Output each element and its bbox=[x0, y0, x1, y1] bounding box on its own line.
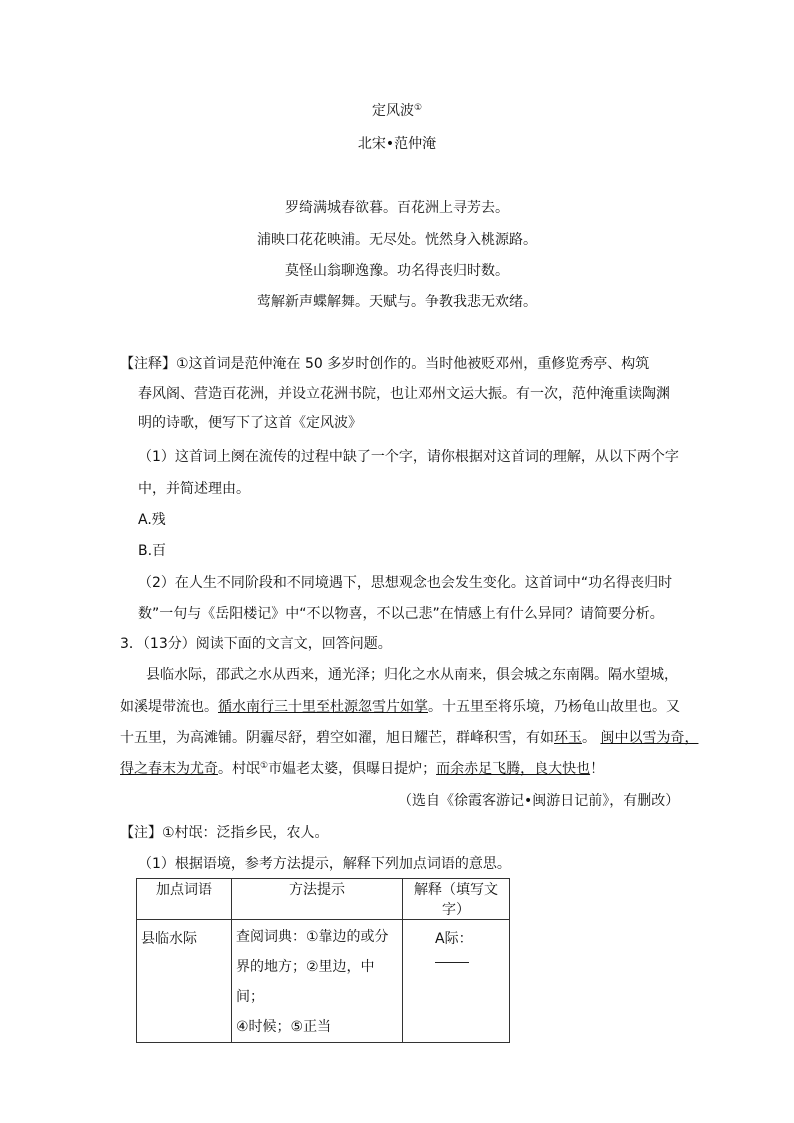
poem-line-4: 莺解新声蝶解舞。天赋与。争教我悲无欢绪。 bbox=[257, 294, 537, 310]
poem-title: 定风波① bbox=[371, 103, 423, 119]
table-header: 方法提示 bbox=[232, 879, 403, 920]
option-a: A.残 bbox=[138, 512, 166, 528]
question-2-line-2: 数”一句与《岳阳楼记》中“不以物喜，不以己悲”在情感上有什么异同？请简要分析。 bbox=[138, 606, 664, 622]
poem-line-1: 罗绮满城春欲暮。百花洲上寻芳去。 bbox=[285, 200, 509, 216]
question-1-line-1: （1）这首词上阕在流传的过程中缺了一个字，请你根据对这首词的理解，从以下两个字 bbox=[138, 449, 679, 465]
option-b: B.百 bbox=[138, 543, 167, 559]
underlined-sentence-2b: 得之春末为尤奇 bbox=[120, 761, 218, 777]
underlined-sentence-2a: 闽中以雪为奇， bbox=[600, 730, 699, 746]
question-2-line-1: （2）在人生不同阶段和不同境遇下，思想观念也会发生变化。这首词中“功名得丧归时 bbox=[138, 575, 673, 591]
poem-line-3: 莫怪山翁聊逸豫。功名得丧归时数。 bbox=[285, 263, 509, 279]
passage-line-3: 十五里，为高滩铺。阴霾尽舒，碧空如濯，旭日耀芒，群峰积雪，有如环玉。 闽中以雪为奇， bbox=[120, 730, 699, 746]
answer-blank[interactable] bbox=[435, 948, 469, 963]
note-line-1: 【注释】①这首词是范仲淹在 50 多岁时创作的。当时他被贬邓州，重修览秀亭、构筑 bbox=[120, 356, 650, 372]
poem-author: 北宋•范仲淹 bbox=[357, 136, 437, 152]
question-3-heading: 3．（13分）阅读下面的文言文，回答问题。 bbox=[120, 636, 392, 652]
table-header: 加点词语 bbox=[137, 879, 232, 920]
underlined-word: 环玉 bbox=[554, 730, 582, 746]
underlined-sentence-3: 而余赤足飞腾，良大快也 bbox=[436, 761, 591, 777]
underlined-sentence-1: 循水南行三十里至杜源忽雪片如掌 bbox=[218, 699, 428, 715]
question-1-line-2: 中，并简述理由。 bbox=[138, 481, 250, 497]
table-cell-answer: A际： bbox=[403, 920, 510, 1043]
passage-source: （选自《徐霞客游记•闽游日记前》，有删改） bbox=[398, 793, 680, 809]
table-header: 解释（填写文字） bbox=[403, 879, 510, 920]
sub-question-1: （1）根据语境，参考方法提示，解释下列加点词语的意思。 bbox=[138, 856, 511, 872]
passage-annotation: 【注】①村氓：泛指乡民，农人。 bbox=[120, 825, 329, 841]
poem-line-2: 浦映口花花映浦。无尽处。恍然身入桃源路。 bbox=[257, 232, 537, 248]
table-cell-hint: 查阅词典：①靠边的或分 界的地方；②里边，中间； ④时候；⑤正当 bbox=[232, 920, 403, 1043]
passage-line-2: 如溪堤带流也。循水南行三十里至杜源忽雪片如掌。十五里至将乐境，乃杨龟山故里也。又 bbox=[120, 699, 680, 715]
passage-line-1: 县临水际，邵武之水从西来，通光泽；归化之水从南来，俱会城之东南隅。隔水望城， bbox=[146, 667, 678, 683]
vocab-table bbox=[136, 878, 510, 1043]
note-line-2: 春风阁、营造百花洲，并设立花洲书院，也让邓州文运大振。有一次，范仲淹重读陶渊 bbox=[138, 386, 670, 402]
passage-line-4: 得之春末为尤奇。村氓①市媪老太婆，俱曝日提炉；而余赤足飞腾，良大快也！ bbox=[120, 761, 605, 777]
note-line-3: 明的诗歌，便写下了这首《定风波》 bbox=[138, 415, 362, 431]
table-cell-word: 县临水际 bbox=[137, 920, 232, 1043]
